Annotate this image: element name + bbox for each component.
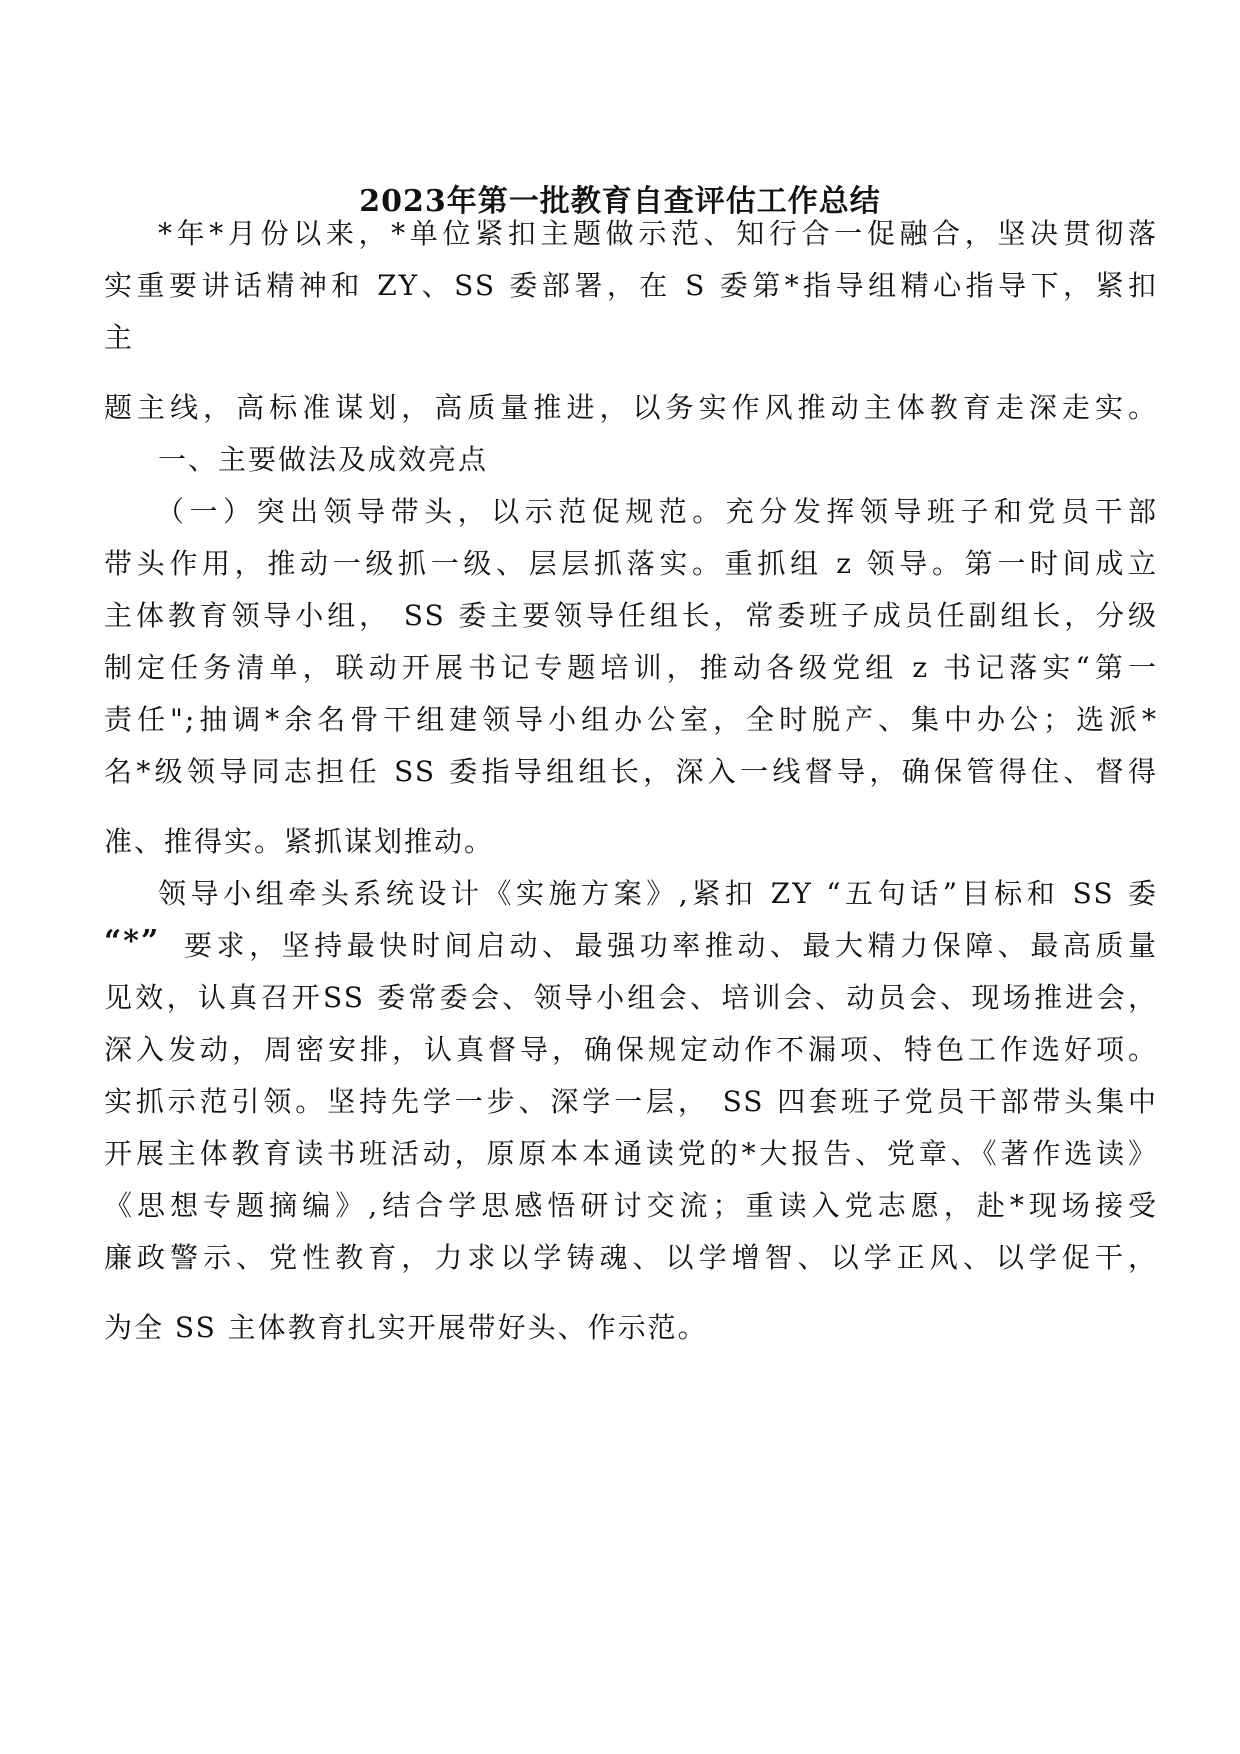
body-line-20: 廉政警示、党性教育，力求以学铸魂、以学增智、以学正风、以学促干，	[104, 1241, 1158, 1274]
body-line-17: 实抓示范引领。坚持先学一步、深学一层， SS 四套班子党员干部带头集中	[104, 1085, 1158, 1118]
section-heading: 一、主要做法及成效亮点	[158, 443, 489, 476]
body-line-7: 带头作用，推动一级抓一级、层层抓落实。重抓组 z 领导。第一时间成立	[104, 547, 1158, 580]
body-line-6: （一）突出领导带头，以示范促规范。充分发挥领导班子和党员干部	[156, 495, 1158, 528]
body-line-9: 制定任务清单，联动开展书记专题培训，推动各级党组 z 书记落实“第一	[104, 651, 1158, 684]
bold-star-mark: “*”	[104, 924, 161, 959]
body-line-8: 主体教育领导小组， SS 委主要领导任组长，常委班子成员任副组长，分级	[104, 599, 1158, 632]
body-line-1: *年*月份以来，*单位紧扣主题做示范、知行合一促融合，坚决贯彻落	[158, 217, 1158, 250]
body-line-16: 深入发动，周密安排，认真督导，确保规定动作不漏项、特色工作选好项。	[104, 1033, 1158, 1066]
body-line-18: 开展主体教育读书班活动，原原本本通读党的*大报告、党章、《著作选读》	[104, 1137, 1158, 1170]
body-line-12: 准、推得实。紧抓谋划推动。	[104, 825, 495, 858]
body-line-10: 责任";抽调*余名骨干组建领导小组办公室，全时脱产、集中办公；选派*	[104, 703, 1158, 736]
body-line-14: 要求，坚持最快时间启动、最强功率推动、最大精力保障、最高质量	[184, 929, 1158, 962]
body-line-3: 主	[104, 321, 135, 354]
body-line-13: 领导小组牵头系统设计《实施方案》,紧扣 ZY “五句话”目标和 SS 委	[158, 877, 1158, 910]
body-line-19: 《思想专题摘编》,结合学思感悟研讨交流；重读入党志愿，赴*现场接受	[104, 1189, 1158, 1222]
body-line-11: 名*级领导同志担任 SS 委指导组组长，深入一线督导，确保管得住、督得	[104, 755, 1158, 788]
body-line-15: 见效，认真召开SS 委常委会、领导小组会、培训会、动员会、现场推进会，	[104, 981, 1158, 1014]
body-line-2: 实重要讲话精神和 ZY、SS 委部署，在 S 委第*指导组精心指导下，紧扣	[104, 269, 1158, 302]
body-line-21: 为全 SS 主体教育扎实开展带好头、作示范。	[104, 1311, 708, 1344]
body-line-4: 题主线，高标准谋划，高质量推进，以务实作风推动主体教育走深走实。	[104, 391, 1158, 424]
document-title: 2023年第一批教育自查评估工作总结	[359, 184, 881, 219]
